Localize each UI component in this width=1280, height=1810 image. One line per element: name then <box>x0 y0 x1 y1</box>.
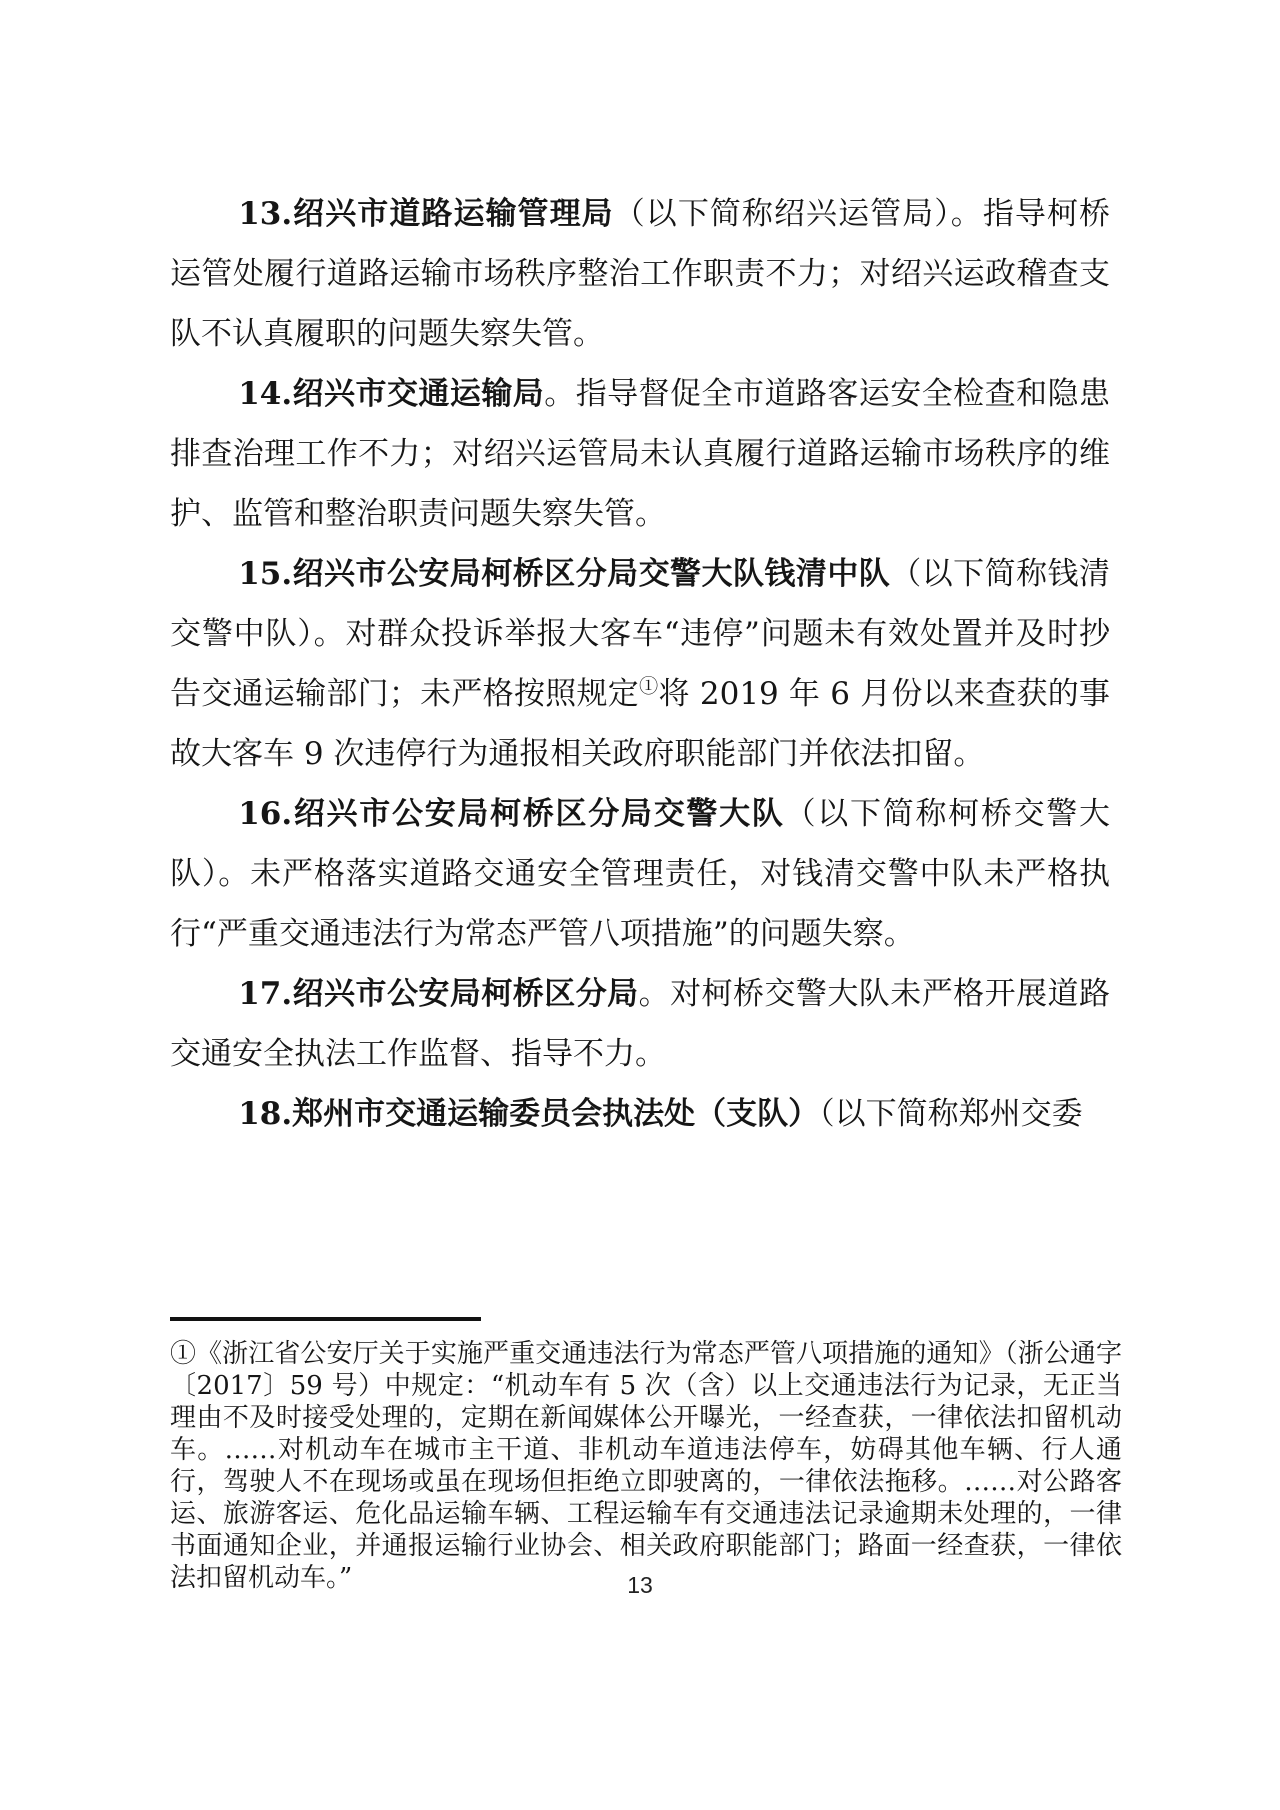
item-number: 16. <box>238 796 293 832</box>
item-text: （以下简称郑州交委 <box>819 1096 1083 1132</box>
item-number: 13. <box>238 196 293 232</box>
item-number: 14. <box>238 376 293 412</box>
item-text: （以下简称绍兴运管局）。指导柯桥运管处履行道路运输市场秩序整治工作职责不力；对绍兴运政稽查支队不认真履职的问题失察失管。 <box>170 196 1111 352</box>
item-text: （以下简称柯桥交警大队）。未严格落实道路交通安全管理责任，对钱清交警中队未严格执行“严重交通违法行为常态严管八项措施”的问题失察。 <box>170 796 1111 952</box>
footnote-separator <box>170 1317 481 1321</box>
item-text: （以下简称钱清交警中队）。对群众投诉举报大客车“违停”问题未有效处置并及时抄告交通运输部门；未严格按照规定 <box>170 556 1111 712</box>
list-item-18 <box>170 1084 1110 1144</box>
item-org-name: 绍兴市公安局柯桥区分局交警大队 <box>292 796 785 832</box>
footnote-text: 《浙江省公安厅关于实施严重交通违法行为常态严管八项措施的通知》（浙公通字〔2017〕59 号）中规定：“机动车有 5 次（含）以上交通违法行为记录，无正当理由不及时接受处理的，定期在新闻媒体公开曝光，一经查获，一律依法扣留机动车。……对机动车在城市主干道、非机动车道违法停车，妨碍其他车辆、行人通行，驾驶人不在现场或虽在现场但拒绝立即驶离的，一律依法拖移。……对公路客运、旅游客运、危化品运输车辆、工程运输车有交通违法记录逾期未处理的，一律书面通知企业，并通报运输行业协会、相关政府职能部门；路面一经查获，一律依法扣留机动车。” <box>170 1339 1122 1593</box>
list-item-16 <box>170 784 1110 964</box>
item-org-name: 绍兴市公安局柯桥区分局 <box>292 976 639 1012</box>
item-number: 18. <box>238 1096 293 1132</box>
list-item-15 <box>170 544 1110 784</box>
list-item-17 <box>170 964 1110 1084</box>
item-text: 。对柯桥交警大队未严格开展道路交通安全执法工作监督、指导不力。 <box>170 976 1111 1072</box>
item-text-after-ref: 将 2019 年 6 月份以来查获的事故大客车 9 次违停行为通报相关政府职能部门并依法扣留。 <box>170 676 1111 772</box>
list-item-13 <box>170 184 1110 364</box>
document-body <box>170 184 1110 1144</box>
footnote <box>170 1338 1122 1594</box>
item-org-name: 绍兴市道路运输管理局 <box>292 196 614 232</box>
item-number: 15. <box>238 556 293 592</box>
item-org-name: 绍兴市公安局柯桥区分局交警大队钱清中队 <box>292 556 891 592</box>
list-item-14 <box>170 364 1110 544</box>
page-number: 13 <box>627 1572 653 1598</box>
item-org-name: 绍兴市交通运输局 <box>292 376 545 412</box>
item-number: 17. <box>238 976 293 1012</box>
item-text: 。指导督促全市道路客运安全检查和隐患排查治理工作不力；对绍兴运管局未认真履行道路运输市场秩序的维护、监管和整治职责问题失察失管。 <box>170 376 1111 532</box>
item-org-name: 郑州市交通运输委员会执法处（支队） <box>292 1096 820 1132</box>
footnote-ref-marker: ① <box>639 674 659 698</box>
footnote-marker: ① <box>170 1339 197 1369</box>
